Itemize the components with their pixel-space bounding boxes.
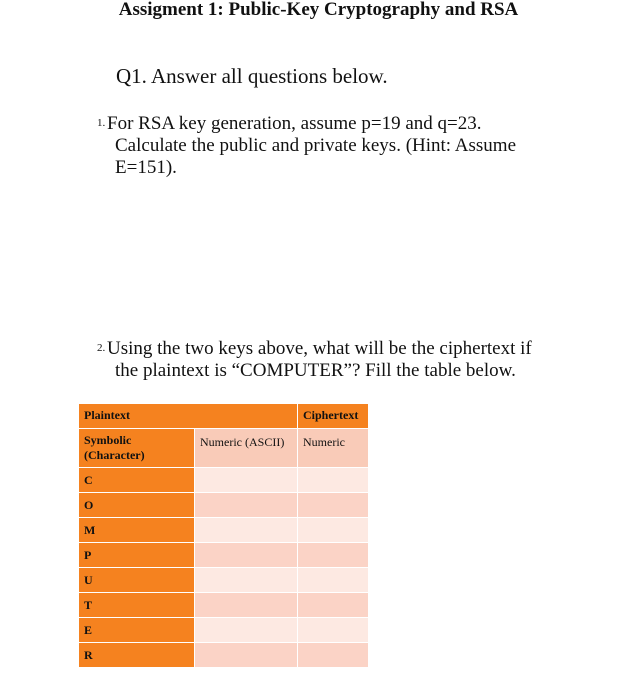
row-symbol: R: [79, 643, 195, 668]
row-cipher-cell[interactable]: [298, 543, 369, 568]
table-row: [79, 618, 369, 643]
row-cipher-cell[interactable]: [298, 468, 369, 493]
row-ascii-cell[interactable]: [195, 568, 298, 593]
numeric-header: Numeric: [298, 429, 369, 468]
question-1-number: 1.: [97, 117, 106, 129]
question-2-number: 2.: [97, 342, 106, 354]
table-row: [79, 493, 369, 518]
table-row: [79, 543, 369, 568]
row-ascii-cell[interactable]: [195, 618, 298, 643]
symbolic-header-line-1: Symbolic: [84, 433, 132, 447]
table-subheader-row: [79, 429, 369, 468]
row-cipher-cell[interactable]: [298, 593, 369, 618]
symbolic-header: [79, 429, 195, 468]
encryption-table: [78, 403, 369, 668]
row-ascii-cell[interactable]: [195, 468, 298, 493]
question-2-text: [107, 338, 547, 382]
row-symbol: C: [79, 468, 195, 493]
row-cipher-cell[interactable]: [298, 518, 369, 543]
row-ascii-cell[interactable]: [195, 643, 298, 668]
question-1-line-3: E=151).: [115, 157, 177, 178]
question-2-line-2: the plaintext is “COMPUTER”? Fill the table below.: [115, 360, 516, 381]
row-cipher-cell[interactable]: [298, 618, 369, 643]
row-symbol: T: [79, 593, 195, 618]
row-ascii-cell[interactable]: [195, 493, 298, 518]
question-1-line-2: Calculate the public and private keys. (Hint: Assume: [115, 135, 517, 156]
table-row: [79, 518, 369, 543]
row-symbol: O: [79, 493, 195, 518]
page-title: Assigment 1: Public-Key Cryptography and RSA: [118, 0, 519, 20]
plaintext-header: Plaintext: [79, 404, 298, 429]
question-1-text: [107, 113, 547, 179]
row-symbol: U: [79, 568, 195, 593]
row-symbol: P: [79, 543, 195, 568]
question-heading: Q1. Answer all questions below.: [116, 64, 388, 88]
table-row: [79, 468, 369, 493]
row-cipher-cell[interactable]: [298, 493, 369, 518]
row-symbol: E: [79, 618, 195, 643]
row-symbol: M: [79, 518, 195, 543]
table-row: [79, 593, 369, 618]
table-row: [79, 568, 369, 593]
row-ascii-cell[interactable]: [195, 543, 298, 568]
question-2-line-1: Using the two keys above, what will be the ciphertext if: [107, 338, 532, 359]
row-cipher-cell[interactable]: [298, 568, 369, 593]
table-header-row: [79, 404, 369, 429]
row-cipher-cell[interactable]: [298, 643, 369, 668]
ciphertext-header: Ciphertext: [298, 404, 369, 429]
question-1-line-1: For RSA key generation, assume p=19 and q=23.: [107, 113, 482, 134]
table-row: [79, 643, 369, 668]
row-ascii-cell[interactable]: [195, 593, 298, 618]
numeric-ascii-header: Numeric (ASCII): [195, 429, 298, 468]
row-ascii-cell[interactable]: [195, 518, 298, 543]
symbolic-header-line-2: (Character): [84, 448, 145, 462]
